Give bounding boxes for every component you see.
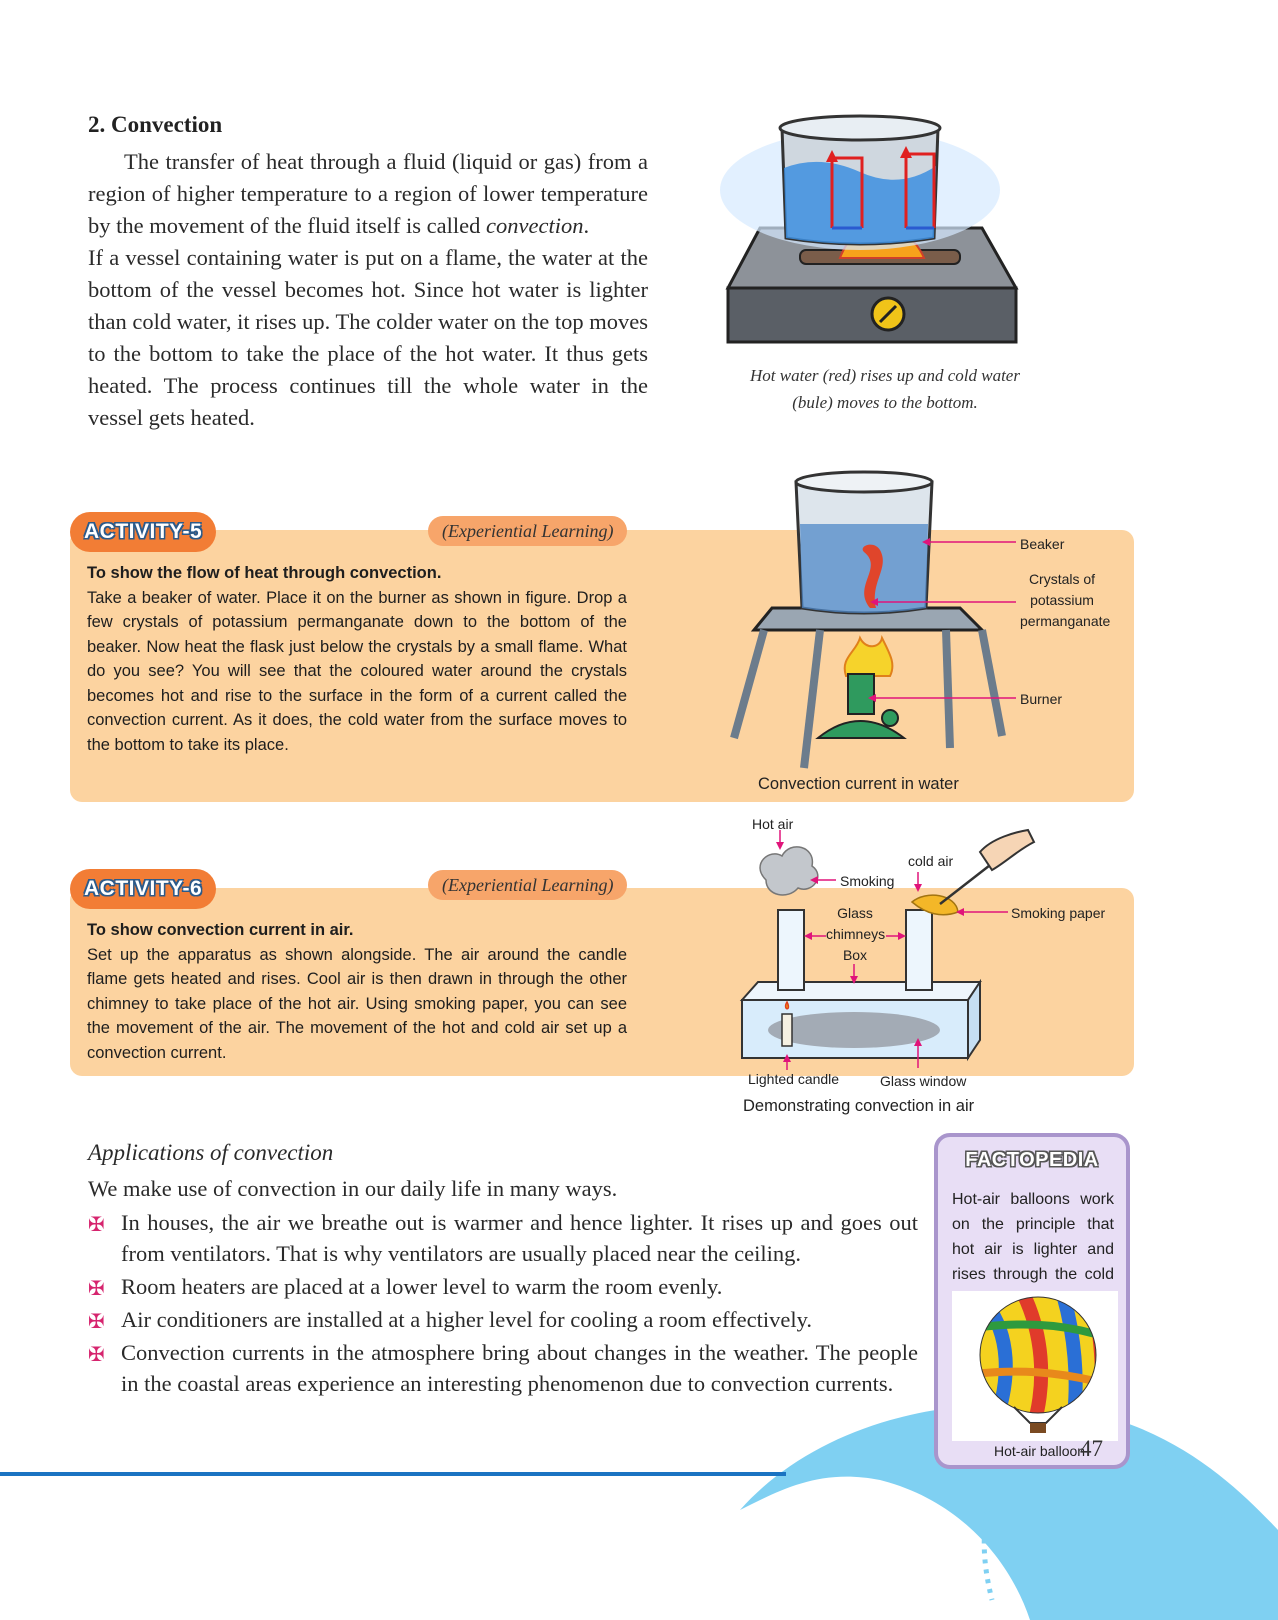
activity-5-title: To show the flow of heat through convection.	[87, 564, 442, 582]
convection-body	[88, 146, 648, 434]
chimney-box-illustration	[736, 818, 1036, 1076]
convection-paragraph-2: If a vessel containing water is put on a flame, the water at the bottom of the vessel becomes hot. Since hot water is lighter than cold water, it rises up. The colder water on the top moves to the bottom to take the place of the hot water. It thus gets heated. The process continues till the whole water in the vessel gets heated.	[88, 245, 648, 430]
pot-figure-caption: Hot water (red) rises up and cold water (bule) moves to the bottom.	[750, 366, 1020, 412]
label-smoking: Smoking	[840, 873, 895, 889]
section-title: 2. Convection	[88, 112, 223, 137]
activity-5-text	[87, 561, 627, 757]
list-item: ✠ In houses, the air we breathe out is warmer and hence lighter. It rises up and goes out from ventilators. That is why ventilators are usually placed near the ceiling.	[88, 1210, 918, 1266]
activity-6-caption: Demonstrating convection in air	[743, 1097, 975, 1115]
label-glass-window: Glass window	[880, 1073, 967, 1089]
applications-list	[88, 1207, 918, 1401]
factopedia-box	[934, 1133, 1130, 1469]
activity-5-caption: Convection current in water	[758, 775, 959, 793]
activity-5-badge: ACTIVITY-5	[70, 512, 216, 552]
page-number: 47	[1080, 1436, 1103, 1461]
list-item: ✠ Air conditioners are installed at a higher level for cooling a room effectively.	[88, 1304, 918, 1335]
activity-5-tag: (Experiential Learning)	[428, 516, 627, 546]
activity-5-body: Take a beaker of water. Place it on the burner as shown in figure. Drop a few crystals of potassium permanganate down to the bottom of the beaker. Now heat the flask just below the crystals by a small flame. What do you see? You will see that the coloured water around the crystals becomes hot and rise to the surface in the form of a current called the convection current. As it does, the cold water from the surface moves to the bottom to take its place.	[87, 588, 627, 754]
activity-6-tag: (Experiential Learning)	[428, 870, 627, 900]
factopedia-text: Hot-air balloons work on the principle that hot air is lighter and rises through the cold	[952, 1191, 1114, 1283]
label-glass-chimneys: Glass chimneys Box	[826, 905, 886, 963]
bullet-cross-icon: ✠	[88, 1342, 105, 1366]
hot-air-balloon-icon	[952, 1291, 1118, 1441]
label-lighted-candle: Lighted candle	[748, 1071, 840, 1087]
label-burner: Burner	[1020, 691, 1063, 707]
factopedia-title: FACTOPEDIA	[965, 1149, 1099, 1171]
hot-air-balloon-image	[952, 1291, 1118, 1441]
label-hot-air: Hot air	[752, 816, 794, 832]
bullet-cross-icon: ✠	[88, 1212, 105, 1236]
convection-paragraph-1: The transfer of heat through a fluid (liquid or gas) from a region of higher temperature to a region of lower temperature by the movement of the fluid itself is called convection.	[88, 149, 648, 238]
list-item: ✠ Convection currents in the atmosphere bring about changes in the weather. The people in the coastal areas experience an interesting phenomenon due to convection currents.	[88, 1340, 918, 1396]
label-cold-air: cold air	[908, 853, 954, 869]
factopedia-image-caption: Hot-air balloon	[994, 1443, 1086, 1459]
beaker-burner-illustration	[720, 468, 1020, 772]
label-beaker: Beaker	[1020, 536, 1065, 552]
bullet-cross-icon: ✠	[88, 1276, 105, 1300]
applications-intro: We make use of convection in our daily life in many ways.	[88, 1176, 618, 1201]
label-crystals: Crystals of potassium permanganate	[1020, 571, 1111, 629]
label-smoking-paper: Smoking paper	[1011, 905, 1106, 921]
activity-6-title: To show convection current in air.	[87, 921, 354, 939]
activity-6-text	[87, 918, 627, 1065]
applications-title: Applications of convection	[88, 1140, 334, 1165]
convection-term: convection	[486, 213, 584, 238]
activity-6-badge: ACTIVITY-6	[70, 869, 216, 909]
pot-on-stove-illustration	[720, 110, 1020, 350]
bullet-cross-icon: ✠	[88, 1309, 105, 1333]
list-item: ✠ Room heaters are placed at a lower level to warm the room evenly.	[88, 1271, 918, 1302]
activity-6-body: Set up the apparatus as shown alongside. The air around the candle flame gets heated and rises. Cool air is then drawn in through the other chimney to take place of the hot air. Using smoking paper, you can see the movement of the air. The movement of the hot and cold air set up a convection current.	[87, 945, 627, 1062]
